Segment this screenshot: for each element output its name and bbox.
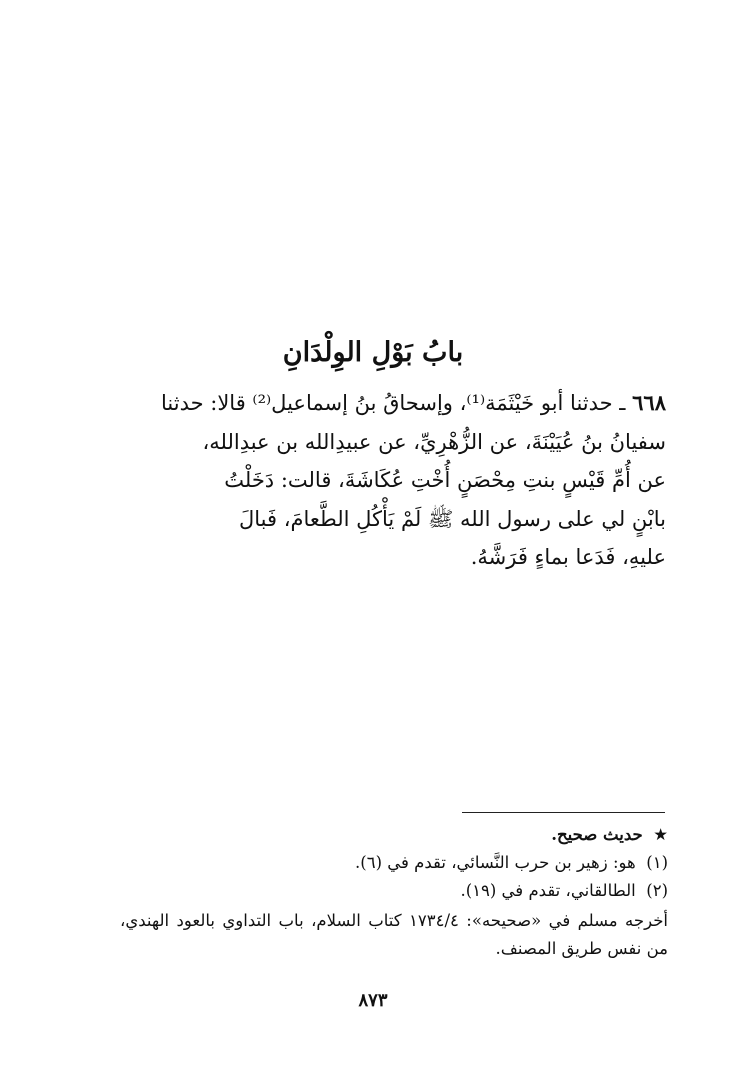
hadith-line — [118, 384, 666, 423]
hadith-line: بابْنٍ لي على رسول الله ﷺ لَمْ يَأْكُلِ الطَّعامَ، فَبالَ — [238, 506, 666, 531]
footnote-grade — [120, 821, 668, 849]
footnote-text: الطالقاني، تقدم في (١٩). — [460, 881, 636, 900]
footnotes — [120, 821, 668, 963]
footnote-marker: (١) — [646, 853, 668, 872]
footnote-marker: (٢) — [646, 881, 668, 900]
takhrij-note: أخرجه مسلم في «صحيحه»: ١٧٣٤/٤ كتاب السلام، باب التداوي بالعود الهندي، من نفس طريق المصنف. — [120, 911, 668, 958]
footnote-divider — [462, 812, 665, 813]
grade-text: حديث صحيح. — [551, 825, 643, 844]
hadith-line: عن أُمِّ قَيْسٍ بنتِ مِحْصَنٍ أُخْتِ عُكَاشَةَ، قالت: دَخَلْتُ — [224, 468, 666, 492]
hadith-line: عليهِ، فَدَعا بماءٍ فَرَشَّهُ. — [470, 545, 666, 569]
page-number: ٨٧٣ — [358, 990, 388, 1011]
footnote-2 — [120, 877, 668, 905]
hadith-number: ٦٦٨ — [632, 390, 666, 415]
footnote-text: هو: زهير بن حرب النَّسائي، تقدم في (٦). — [355, 853, 636, 872]
hadith-line: سفيانُ بنُ عُيَيْنَةَ، عن الزُّهْرِيِّ، عن عبيدِالله بن عبدِالله، — [202, 429, 666, 454]
hadith-line-text: ـ حدثنا أبو خَيْثَمَة⁽¹⁾، وإسحاقُ بنُ إسماعيل⁽²⁾ قالا: حدثنا — [161, 391, 626, 415]
star-icon: ★ — [653, 825, 668, 844]
footnote-1 — [120, 849, 668, 877]
hadith-body — [118, 384, 666, 577]
chapter-heading: بابُ بَوْلِ الوِلْدَانِ — [282, 337, 464, 368]
